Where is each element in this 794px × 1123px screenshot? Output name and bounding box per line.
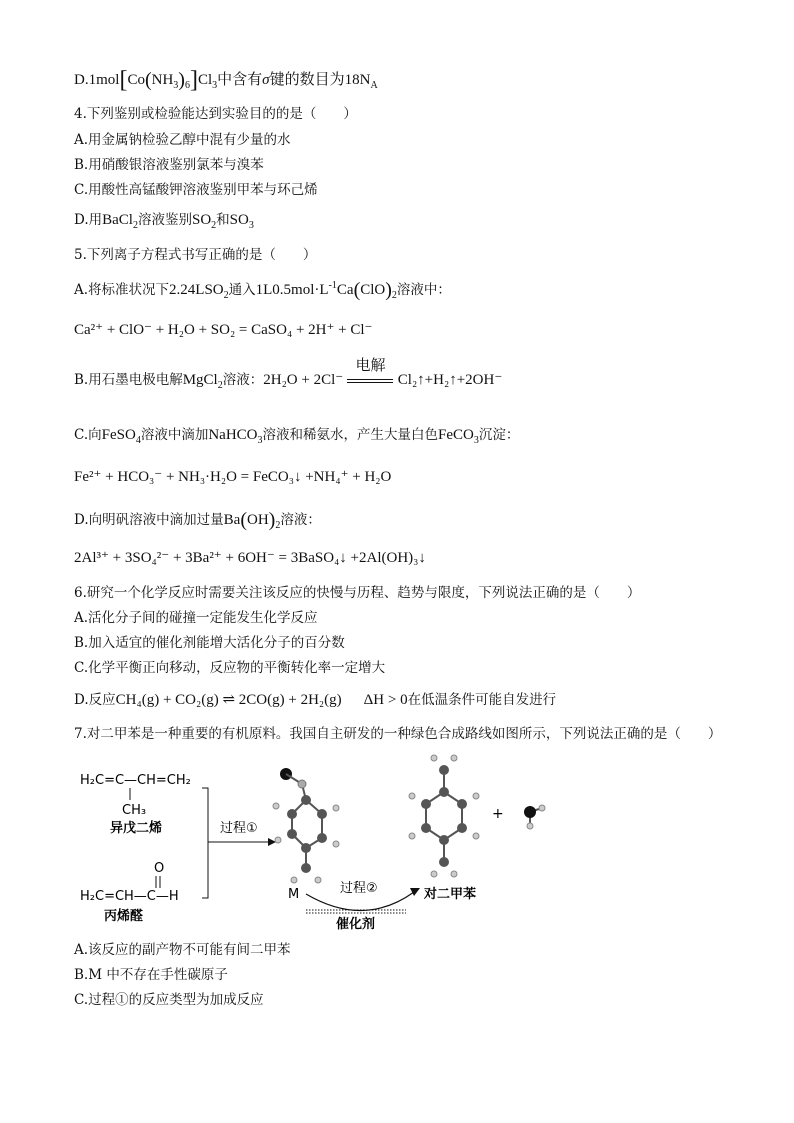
q3-option-d: $D.1mol[Co(NH_3)_6]Cl_3$中含有σ键的数目为$18N_A$ [74,67,378,93]
q7-stem: 7.对二甲苯是一种重要的有机原料。我国自主研发的一种绿色合成路线如图所示，下列说法正确的是（ ） [74,726,722,742]
p-xylene-model [409,755,479,877]
process2-label: 过程② [340,881,378,896]
q5-option-d: D.向明矾溶液中滴加过量$Ba(OH)_2$溶液： [74,509,321,531]
reactant-bracket [202,788,208,898]
isoprene-ch3: CH₃ [122,803,147,818]
q7-synthesis-diagram [74,752,714,942]
process1-label: 过程① [220,821,258,836]
m-label: M [288,887,300,902]
q6-option-c: C.化学平衡正向移动，反应物的平衡转化率一定增大 [74,660,386,676]
isoprene-name: 异戊二烯 [110,821,163,836]
acrolein-name: 丙烯醛 [104,909,144,924]
q5-equation-d: 2Al³⁺ + 3SO₄²⁻ + 3Ba²⁺ + 6OH⁻ = 3BaSO₄↓ +2Al(OH)₃↓ [74,550,426,566]
q5-equation-a: Ca²⁺ + ClO⁻ + H₂O + SO₂ = CaSO₄ + 2H⁺ + Cl⁻ [74,322,373,338]
q4-option-a: A.用金属钠检验乙醇中混有少量的水 [74,132,291,148]
q5-equation-c: Fe²⁺ + HCO₃⁻ + NH₃·H₂O = FeCO₃↓ +NH₄⁺ + H₂O [74,469,392,485]
q4-option-d: D.用BaCl$_2$溶液鉴别$SO_2$和$SO_3$ [74,212,254,231]
q6-option-d: D.反应CH₄(g) + CO₂(g) ⇌ 2CO(g) + 2H₂(g) ΔH > 0在低温条件可能自发进行 [74,692,557,708]
q7-option-b: B.M 中不存在手性碳原子 [74,967,228,983]
isoprene-formula: H₂C=C—CH=CH₂ [80,773,191,788]
q4-option-b: B.用硝酸银溶液鉴别氯苯与溴苯 [74,157,264,173]
q7-option-c: C.过程①的反应类型为加成反应 [74,992,264,1008]
q4-option-c: C.用酸性高锰酸钾溶液鉴别甲苯与环己烯 [74,182,318,198]
q5-option-b: B.用石墨电极电解MgCl$_2$溶液：2H₂O + 2Cl⁻ 电解 Cl₂↑+H₂↑+2OH⁻ [74,355,503,391]
q6-option-b: B.加入适宜的催化剂能增大活化分子的百分数 [74,635,345,651]
q6-option-a: A.活化分子间的碰撞一定能发生化学反应 [74,610,318,626]
electrolysis-condition: 电解 [355,355,386,374]
acrolein-oxygen: O [154,861,165,876]
catalyst-label: 催化剂 [336,917,376,932]
q5-stem: 5.下列离子方程式书写正确的是（ ） [74,247,317,263]
q5-option-a: A.将标准状况下$2.24LSO_2$通入$1L0.5mol\cdot L^{-1}Ca(ClO)_2$溶液中： [74,279,451,301]
acrolein-formula: H₂C=CH—C—H [80,889,179,904]
process2-arrowhead [410,888,420,896]
q7-option-a: A.该反应的副产物不可能有间二甲苯 [74,942,291,958]
intermediate-m-model [273,768,339,883]
q6-stem: 6.研究一个化学反应时需要关注该反应的快慢与历程、趋势与限度，下列说法正确的是（ ） [74,585,641,601]
product-label: 对二甲苯 [424,887,477,902]
water-molecule-model [524,805,545,829]
plus-sign: + [492,806,504,822]
q4-stem: 4.下列鉴别或检验能达到实验目的的是（ ） [74,106,357,122]
q5-option-c: C.向FeSO$_4$溶液中滴加NaHCO$_3$溶液和稀氨水，产生大量白色FeCO$_3$沉淀： [74,427,520,446]
